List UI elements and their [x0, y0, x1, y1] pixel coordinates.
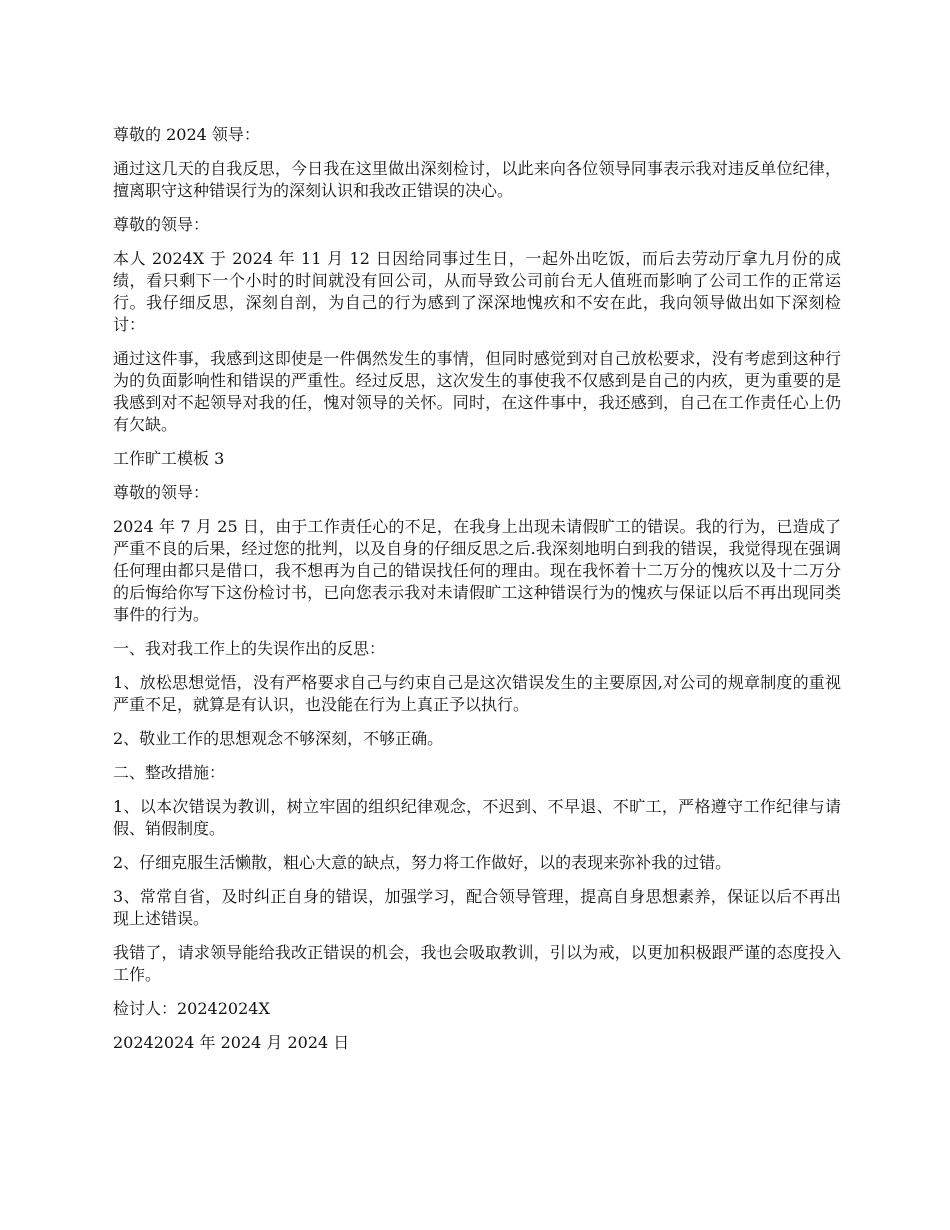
signature-line: 检讨人：20242024X	[113, 999, 270, 1018]
list-item: 2、敬业工作的思想观念不够深刻，不够正确。	[113, 729, 444, 748]
body-paragraph: 本人 2024X 于 2024 年 11 月 12 日因给同事过生日，一起外出吃饭，而后去劳动厅拿九月份的成绩，看只剩下一个小时的时间就没有回公司，从而导致公司前台无人值班而影响了公司工作的正常运行。我仔细反思，深刻自剖，为自己的行为感到了深深地愧疚和不安在此，我向领导做出如下深刻检讨：	[113, 249, 841, 334]
section-heading: 一、我对我工作上的失误作出的反思：	[113, 639, 386, 658]
list-item: 1、以本次错误为教训，树立牢固的组织纪律观念，不迟到、不早退、不旷工，严格遵守工作纪律与请假、销假制度。	[113, 797, 841, 838]
intro-paragraph: 通过这几天的自我反思，今日我在这里做出深刻检讨，以此来向各位领导同事表示我对违反单位纪律，擅离职守这种错误行为的深刻认识和我改正错误的决心。	[113, 159, 841, 200]
date-line: 20242024 年 2024 月 2024 日	[113, 1033, 350, 1052]
body-paragraph: 2024 年 7 月 25 日，由于工作责任心的不足，在我身上出现未请假旷工的错误。我的行为，已造成了严重不良的后果，经过您的批判，以及自身的仔细反思之后.我深刻地明白到我的错误，我觉得现在强调任何理由都只是借口，我不想再为自己的错误找任何的理由。现在我怀着十二万分的愧疚以及十二万分的后悔给你写下这份检讨书，已向您表示我对未请假旷工这种错误行为的愧疚与保证以后不再出现同类事件的行为。	[113, 517, 841, 624]
closing-paragraph: 我错了，请求领导能给我改正错误的机会，我也会吸取教训，引以为戒，以更加积极跟严谨的态度投入工作。	[113, 943, 841, 984]
salutation: 尊敬的 2024 领导：	[113, 125, 260, 144]
section-heading: 二、整改措施：	[113, 763, 226, 782]
section-heading: 工作旷工模板 3	[113, 449, 225, 468]
list-item: 2、仔细克服生活懒散，粗心大意的缺点，努力将工作做好，以的表现来弥补我的过错。	[113, 853, 732, 872]
list-item: 1、放松思想觉悟，没有严格要求自己与约束自己是这次错误发生的主要原因,对公司的规章制度的重视严重不足，就算是有认识，也没能在行为上真正予以执行。	[113, 673, 841, 714]
salutation: 尊敬的领导：	[113, 215, 210, 234]
document-page	[113, 124, 841, 1066]
salutation: 尊敬的领导：	[113, 483, 210, 502]
body-paragraph: 通过这件事，我感到这即使是一件偶然发生的事情，但同时感觉到对自己放松要求，没有考虑到这种行为的负面影响性和错误的严重性。经过反思，这次发生的事使我不仅感到是自己的内疚，更为重要的是我感到对不起领导对我的任，愧对领导的关怀。同时，在这件事中，我还感到，自己在工作责任心上仍有欠缺。	[113, 349, 841, 434]
list-item: 3、常常自省，及时纠正自身的错误，加强学习，配合领导管理，提高自身思想素养，保证以后不再出现上述错误。	[113, 887, 841, 928]
